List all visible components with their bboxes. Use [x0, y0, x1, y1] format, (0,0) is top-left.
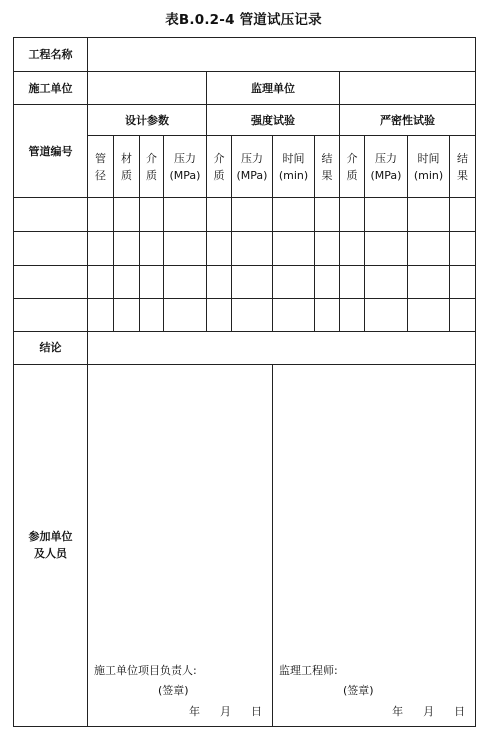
table-cell[interactable]	[14, 231, 88, 265]
table-cell[interactable]	[273, 265, 315, 298]
table-cell[interactable]	[315, 298, 340, 331]
construction-signature-block	[94, 661, 266, 722]
supervision-seal-label: (签章)	[343, 684, 374, 698]
table-cell[interactable]	[164, 231, 207, 265]
table-cell[interactable]	[450, 298, 476, 331]
supervision-unit-label: 监理单位	[207, 72, 340, 105]
design-pipe-diameter-header: 管 径	[88, 136, 114, 198]
supervision-unit-value[interactable]	[340, 72, 476, 105]
unit-row	[14, 72, 476, 105]
design-pressure-header: 压力 (MPa)	[164, 136, 207, 198]
test-group-header-row	[14, 105, 476, 136]
table-cell[interactable]	[315, 231, 340, 265]
table-cell[interactable]	[88, 298, 114, 331]
table-cell[interactable]	[340, 198, 365, 231]
table-cell[interactable]	[207, 198, 232, 231]
table-cell[interactable]	[88, 198, 114, 231]
design-material-header: 材 质	[114, 136, 140, 198]
document-title: 表B.0.2-4 管道试压记录	[165, 12, 322, 28]
tightness-test-header: 严密性试验	[340, 105, 476, 136]
project-name-value[interactable]	[88, 38, 476, 72]
table-cell[interactable]	[14, 198, 88, 231]
conclusion-value[interactable]	[88, 331, 476, 364]
conclusion-row	[14, 331, 476, 364]
conclusion-label: 结论	[14, 331, 88, 364]
construction-signer-role: 施工单位项目负责人:	[94, 663, 197, 677]
table-cell[interactable]	[14, 265, 88, 298]
table-cell[interactable]	[365, 198, 408, 231]
table-cell[interactable]	[365, 298, 408, 331]
table-cell[interactable]	[164, 298, 207, 331]
table-cell[interactable]	[408, 231, 450, 265]
table-row	[14, 231, 476, 265]
strength-result-header: 结 果	[315, 136, 340, 198]
table-cell[interactable]	[340, 231, 365, 265]
table-cell[interactable]	[450, 198, 476, 231]
strength-time-header: 时间 (min)	[273, 136, 315, 198]
construction-unit-value[interactable]	[88, 72, 207, 105]
design-medium-header: 介 质	[140, 136, 164, 198]
table-cell[interactable]	[315, 198, 340, 231]
table-cell[interactable]	[140, 231, 164, 265]
table-cell[interactable]	[140, 298, 164, 331]
table-cell[interactable]	[140, 198, 164, 231]
project-name-row	[14, 38, 476, 72]
construction-unit-label: 施工单位	[14, 72, 88, 105]
table-cell[interactable]	[140, 265, 164, 298]
tightness-medium-header: 介 质	[340, 136, 365, 198]
table-cell[interactable]	[340, 265, 365, 298]
tightness-pressure-header: 压力 (MPa)	[365, 136, 408, 198]
project-name-label: 工程名称	[14, 38, 88, 72]
table-cell[interactable]	[114, 265, 140, 298]
table-cell[interactable]	[450, 231, 476, 265]
supervision-signature-cell[interactable]	[273, 364, 476, 726]
table-cell[interactable]	[164, 198, 207, 231]
pressure-test-record-table	[13, 37, 476, 727]
table-cell[interactable]	[207, 231, 232, 265]
strength-test-header: 强度试验	[207, 105, 340, 136]
table-cell[interactable]	[232, 231, 273, 265]
table-cell[interactable]	[408, 298, 450, 331]
table-cell[interactable]	[207, 298, 232, 331]
table-row	[14, 298, 476, 331]
table-cell[interactable]	[114, 198, 140, 231]
construction-seal-label: (签章)	[158, 684, 189, 698]
table-cell[interactable]	[408, 265, 450, 298]
strength-pressure-header: 压力 (MPa)	[232, 136, 273, 198]
table-cell[interactable]	[273, 298, 315, 331]
participants-row	[14, 364, 476, 726]
table-cell[interactable]	[340, 298, 365, 331]
participants-label: 参加单位 及人员	[14, 364, 88, 726]
construction-date-line: 年 月 日	[189, 704, 262, 718]
tightness-result-header: 结 果	[450, 136, 476, 198]
table-cell[interactable]	[114, 298, 140, 331]
table-cell[interactable]	[365, 231, 408, 265]
supervision-signature-block	[279, 661, 469, 722]
table-row	[14, 198, 476, 231]
table-cell[interactable]	[88, 231, 114, 265]
pipe-number-label: 管道编号	[14, 105, 88, 198]
table-cell[interactable]	[207, 265, 232, 298]
table-cell[interactable]	[450, 265, 476, 298]
table-cell[interactable]	[14, 298, 88, 331]
table-cell[interactable]	[232, 198, 273, 231]
table-cell[interactable]	[88, 265, 114, 298]
table-cell[interactable]	[232, 265, 273, 298]
table-cell[interactable]	[365, 265, 408, 298]
table-cell[interactable]	[164, 265, 207, 298]
table-cell[interactable]	[315, 265, 340, 298]
design-params-header: 设计参数	[88, 105, 207, 136]
table-cell[interactable]	[273, 198, 315, 231]
table-cell[interactable]	[114, 231, 140, 265]
supervision-date-line: 年 月 日	[392, 704, 466, 718]
table-row	[14, 265, 476, 298]
table-cell[interactable]	[232, 298, 273, 331]
strength-medium-header: 介 质	[207, 136, 232, 198]
tightness-time-header: 时间 (min)	[408, 136, 450, 198]
construction-signature-cell[interactable]	[88, 364, 273, 726]
supervision-signer-role: 监理工程师:	[279, 663, 338, 677]
table-cell[interactable]	[273, 231, 315, 265]
table-cell[interactable]	[408, 198, 450, 231]
